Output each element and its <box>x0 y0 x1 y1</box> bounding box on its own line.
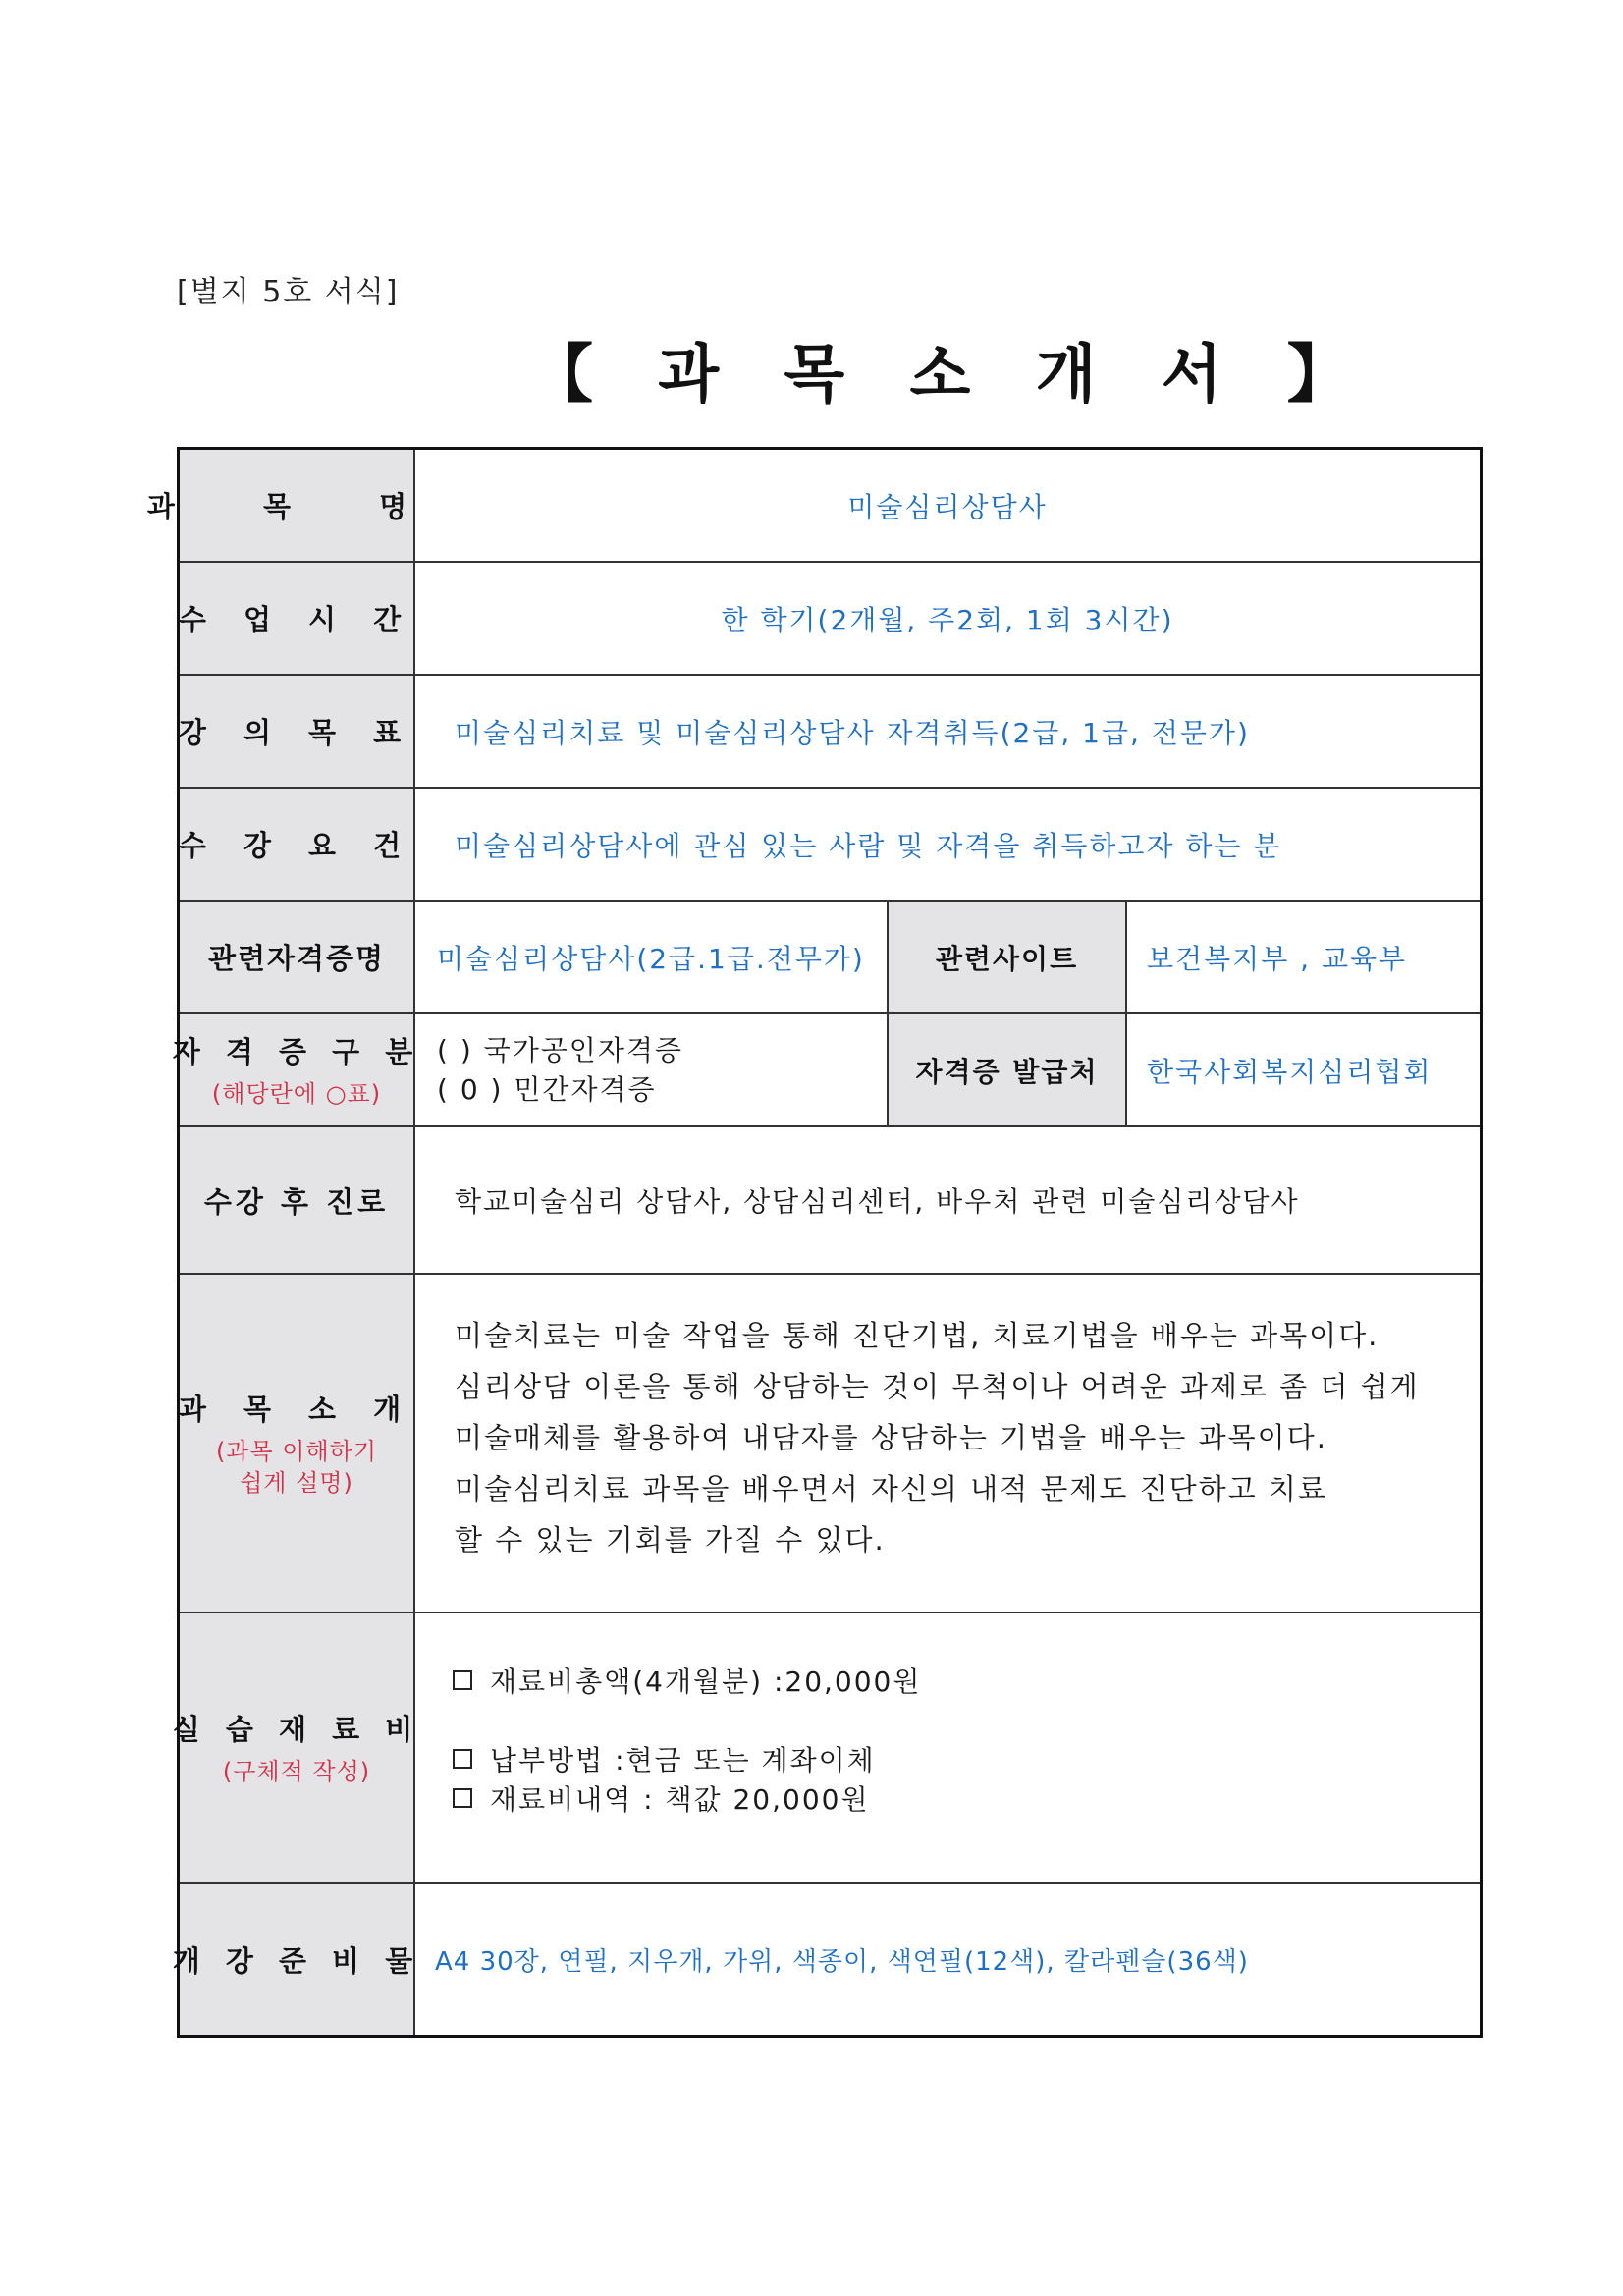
course-name-label: 과 목 명 <box>146 490 447 523</box>
materials-total: 재료비총액(4개월분) :20,000원 <box>490 1666 922 1698</box>
form-number-label: [별지 5호 서식] <box>177 275 400 309</box>
checkbox-icon <box>453 1788 472 1808</box>
course-name-value: 미술심리상담사 <box>847 490 1048 523</box>
requirements-value: 미술심리상담사에 관심 있는 사람 및 자격을 취득하고자 하는 분 <box>455 829 1282 862</box>
materials-item <box>453 1739 1480 1778</box>
row-career <box>180 1127 1480 1275</box>
intro-text <box>415 1275 1480 1612</box>
cert-type-sublabel: (해당란에 ○표) <box>211 1079 382 1108</box>
row-course-name <box>146 450 1480 563</box>
prep-label: 개 강 준 비 물 <box>172 1943 421 1978</box>
intro-line: 심리상담 이론을 통해 상담하는 것이 무척이나 어려운 과제로 좀 더 쉽게 <box>455 1370 1420 1403</box>
materials-detail: 재료비내역 : 책값 20,000원 <box>490 1783 870 1816</box>
certificate-label-cell <box>180 902 415 1012</box>
cert-option-private: ( 0 ) 민간자격증 <box>437 1072 657 1106</box>
course-intro-form <box>146 447 1483 2038</box>
row-class-time <box>180 563 1480 676</box>
intro-line: 미술심리치료 과목을 배우면서 자신의 내적 문제도 진단하고 치료 <box>455 1472 1327 1505</box>
row-certificate <box>180 902 1480 1014</box>
materials-sublabel: (구체적 작성) <box>222 1757 371 1785</box>
materials-label: 실 습 재 료 비 <box>172 1712 421 1746</box>
career-label-cell <box>180 1127 415 1273</box>
materials-label-cell <box>172 1613 421 1882</box>
intro-label: 과 목 소 개 <box>178 1392 415 1426</box>
row-materials <box>172 1613 1480 1884</box>
intro-sublabel-line1: (과목 이해하기 <box>215 1437 378 1465</box>
row-objective <box>180 676 1480 789</box>
row-cert-type <box>172 1014 1480 1127</box>
objective-label-cell <box>180 676 415 787</box>
document-title: 【 과 목 소 개 서 】 <box>530 339 1372 411</box>
cert-type-label-cell <box>172 1014 421 1125</box>
course-name-label-cell <box>146 450 447 561</box>
materials-list <box>415 1613 1480 1882</box>
checkbox-icon <box>453 1670 472 1690</box>
intro-line: 할 수 있는 기회를 가질 수 있다. <box>455 1523 886 1557</box>
issuer-value: 한국사회복지심리협회 <box>1147 1055 1433 1088</box>
cert-type-label: 자 격 증 구 분 <box>172 1034 421 1068</box>
class-time-label-cell <box>180 563 415 674</box>
certificate-value: 미술심리상담사(2급.1급.전무가) <box>437 942 865 975</box>
requirements-label-cell <box>180 789 415 900</box>
cert-type-options <box>415 1014 887 1125</box>
career-value: 학교미술심리 상담사, 상담심리센터, 바우처 관련 미술심리상담사 <box>455 1185 1300 1218</box>
intro-sublabel <box>216 1436 377 1500</box>
prep-value: A4 30장, 연필, 지우개, 가위, 색종이, 색연필(12색), 칼라펜슬(36색) <box>435 1946 1249 1977</box>
intro-label-cell <box>180 1275 415 1612</box>
prep-label-cell <box>172 1884 421 2035</box>
materials-item <box>453 1661 1480 1700</box>
related-site-value: 보건복지부 , 교육부 <box>1147 942 1408 975</box>
intro-line: 미술매체를 활용하여 내담자를 상담하는 기법을 배우는 과목이다. <box>455 1421 1327 1454</box>
requirements-label: 수 강 요 건 <box>178 829 415 862</box>
cert-option-national: ( ) 국가공인자격증 <box>437 1033 683 1066</box>
checkbox-icon <box>453 1749 472 1769</box>
intro-line: 미술치료는 미술 작업을 통해 진단기법, 치료기법을 배우는 과목이다. <box>455 1319 1380 1352</box>
certificate-label: 관련자격증명 <box>207 942 386 975</box>
related-site-label: 관련사이트 <box>887 902 1127 1012</box>
career-label: 수강 후 진로 <box>203 1184 390 1219</box>
materials-payment: 납부방법 :현금 또는 계좌이체 <box>490 1744 876 1777</box>
objective-label: 강 의 목 표 <box>178 716 415 749</box>
issuer-label: 자격증 발급처 <box>887 1014 1127 1125</box>
class-time-value: 한 학기(2개월, 주2회, 1회 3시간) <box>721 603 1174 636</box>
row-requirements <box>180 789 1480 902</box>
row-intro <box>180 1275 1480 1613</box>
intro-sublabel-line2: 쉽게 설명) <box>240 1469 353 1497</box>
row-prep <box>172 1884 1480 2035</box>
objective-value: 미술심리치료 및 미술심리상담사 자격취득(2급, 1급, 전문가) <box>455 716 1250 749</box>
class-time-label: 수 업 시 간 <box>178 603 415 636</box>
materials-item <box>453 1778 1480 1818</box>
